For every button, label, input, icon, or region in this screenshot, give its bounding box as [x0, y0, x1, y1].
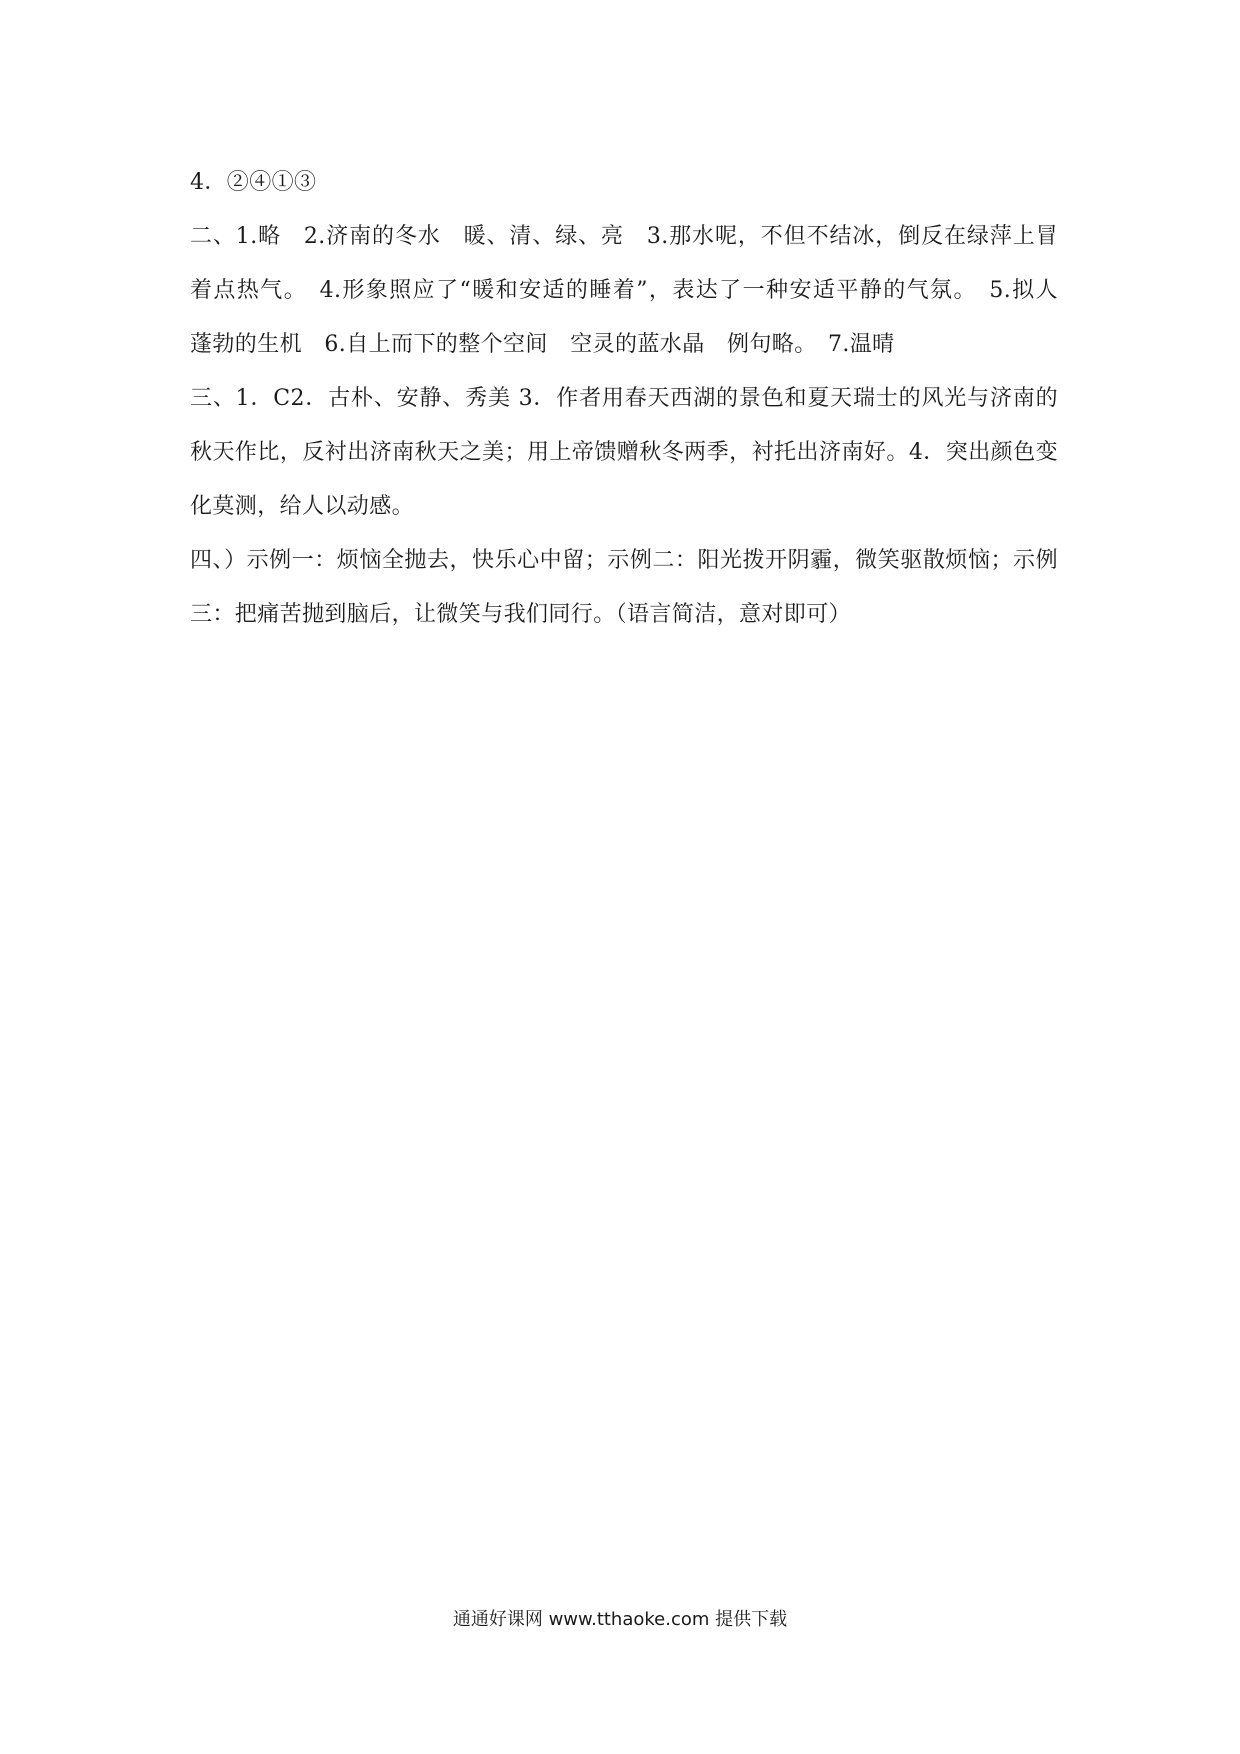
answer-paragraph-4: 四、）示例一：烦恼全抛去，快乐心中留；示例二：阳光拨开阴霾，微笑驱散烦恼；示例三：把痛苦抛到脑后，让微笑与我们同行。（语言简洁，意对即可） [190, 548, 1058, 627]
answer-paragraph-1: 4．②④①③ [190, 170, 317, 195]
answer-paragraph-3: 三、1．C2．古朴、安静、秀美 3．作者用春天西湖的景色和夏天瑞士的风光与济南的秋天作比，反衬出济南秋天之美；用上帝馈赠秋冬两季，衬托出济南好。4．突出颜色变化莫测，给人以动感。 [190, 386, 1058, 519]
answer-content [190, 156, 1081, 642]
page-footer: 通通好课网 www.tthaoke.com 提供下载 [452, 1609, 788, 1630]
answer-paragraph-2: 二、1.略 2.济南的冬水 暖、清、绿、亮 3.那水呢，不但不结冰，倒反在绿萍上冒着点热气。 4.形象照应了“暖和安适的睡着”，表达了一种安适平静的气氛。 5.拟人 蓬勃的生机 6.自上而下的整个空间 空灵的蓝水晶 例句略。 7.温晴 [190, 224, 1081, 357]
